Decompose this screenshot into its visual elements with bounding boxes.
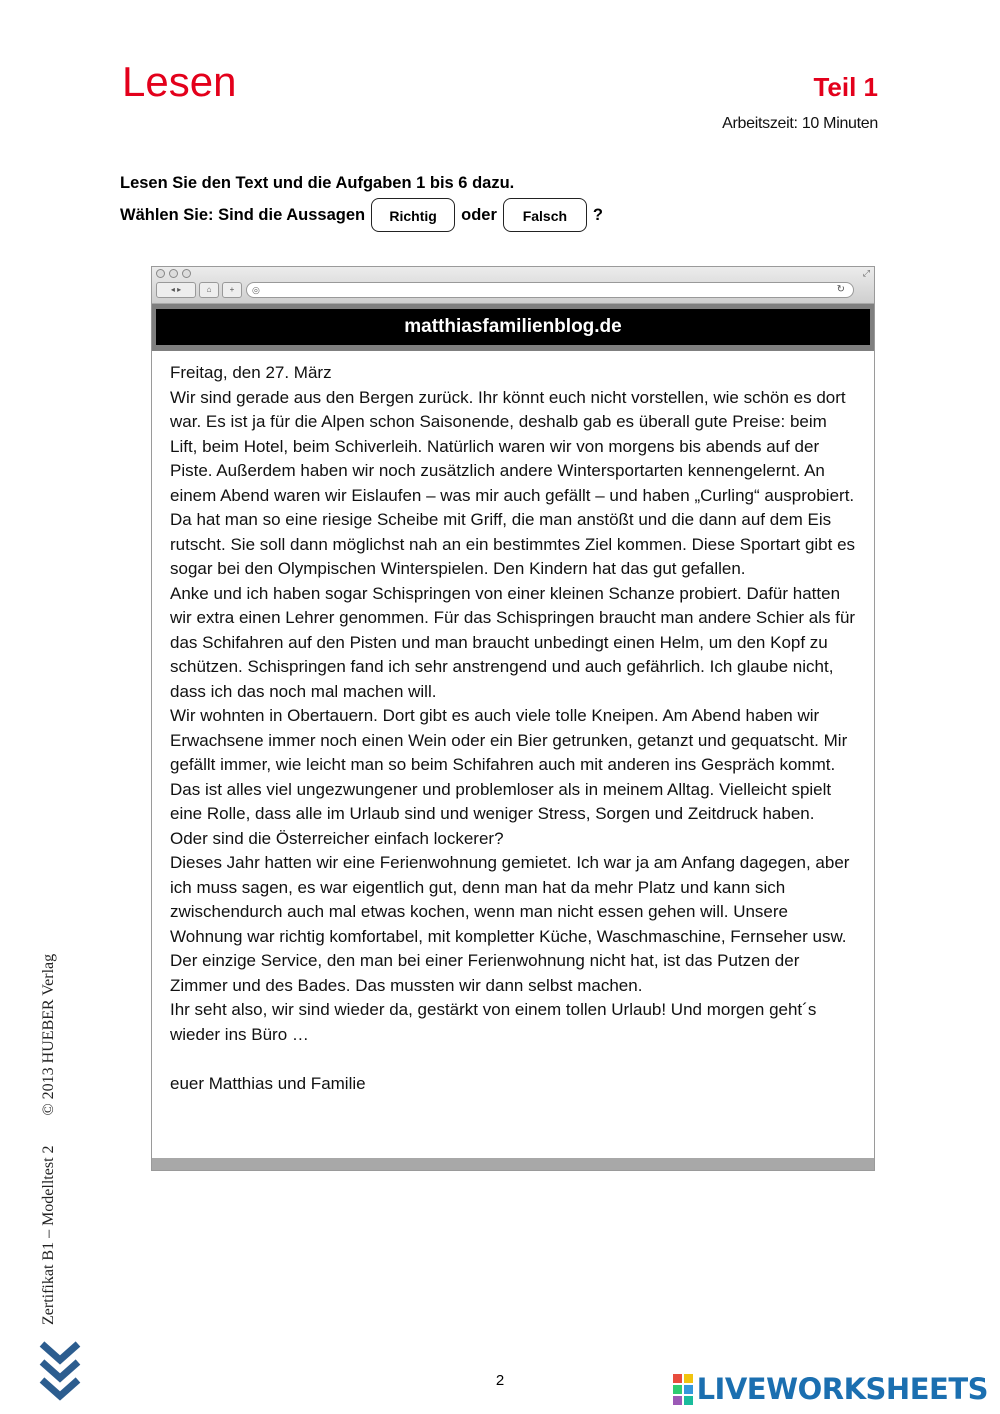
blog-paragraph: Dieses Jahr hatten wir eine Ferienwohnung gemietet. Ich war ja am Anfang dagegen, aber ich muss sagen, es war eigentlich gut, denn man hat da mehr Platz und kann sich zwischendurch auch mal etwas kochen, wenn man nicht essen gehen will. Unsere Wohnung war richtig komfortabel, mit kompletter Küche, Waschmaschine, Fernseher usw. Der einzige Service, den man bei einer Ferienwohnung nicht hat, ist das Putzen der Zimmer und des Bades. Das mussten wir dann selbst machen. (170, 853, 850, 995)
banner-frame (152, 304, 874, 351)
site-title: matthiasfamilienblog.de (156, 309, 870, 345)
window-controls (156, 269, 191, 278)
blog-post (152, 351, 874, 1096)
falsch-option: Falsch (503, 198, 587, 232)
liveworksheets-logo (673, 1372, 988, 1406)
part-label: Teil 1 (813, 72, 878, 102)
instruction-suffix: ? (592, 206, 603, 224)
watermark-text: LIVEWORKSHEETS (696, 1372, 988, 1406)
logo-square (673, 1385, 682, 1394)
nav-buttons (156, 282, 242, 298)
richtig-option: Richtig (371, 198, 455, 232)
minimize-dot-icon (169, 269, 178, 278)
instruction-line-1: Lesen Sie den Text und die Aufgaben 1 bis 6 dazu. (120, 174, 515, 192)
exam-name: Zertifikat B1 – Modelltest 2 (40, 1145, 57, 1325)
blog-date: Freitag, den 27. März (170, 363, 332, 382)
blog-paragraph: Anke und ich haben sogar Schispringen von einer kleinen Schanze probiert. Dafür hatten wir extra einen Lehrer genommen. Für das Schispringen braucht man andere Schier als für das Schifahren auf den Pisten und man braucht unbedingt einen Helm, um den Kopf zu schützen. Schispringen fand ich sehr anstrengend und auch gefährlich. Ich glaube nicht, dass ich das noch mal machen will. (170, 583, 856, 701)
logo-square (673, 1396, 682, 1405)
browser-window (151, 266, 875, 1171)
back-forward-icon: ◂ ▸ (156, 282, 196, 298)
zoom-dot-icon (182, 269, 191, 278)
close-dot-icon (156, 269, 165, 278)
page-number: 2 (495, 1372, 505, 1389)
logo-square (684, 1385, 693, 1394)
page-icon: ◎ (252, 285, 260, 295)
logo-square (684, 1396, 693, 1405)
spacer (170, 1047, 856, 1072)
instruction-line-2 (120, 198, 603, 232)
logo-square (684, 1374, 693, 1383)
blog-paragraph: Wir wohnten in Obertauern. Dort gibt es auch viele tolle Kneipen. Am Abend haben wir Erwachsene immer noch einen Wein oder ein Bier getrunken, getanzt und gequatscht. Mir gefällt immer, wie leicht man so beim Schifahren auch mit anderen ins Gespräch kommt. Das ist alles viel ungezwungener und problemloser als in meinem Alltag. Vielleicht spielt eine Rolle, dass alle im Urlaub sind und weniger Stress, Sorgen und Zeitdruck haben. Oder sind die Österreicher einfach lockerer? (170, 706, 848, 848)
home-icon: ⌂ (199, 282, 219, 298)
fullscreen-icon: ⤢ (862, 268, 870, 278)
reload-icon: ↻ (836, 284, 845, 295)
instructions (120, 168, 603, 232)
blog-paragraph: Ihr seht also, wir sind wieder da, gestärkt von einem tollen Urlaub! Und morgen geht´s wieder ins Büro … (170, 1000, 817, 1044)
logo-square (673, 1374, 682, 1383)
url-bar (246, 282, 854, 298)
working-time: Arbeitszeit: 10 Minuten (722, 115, 878, 132)
blog-paragraph: Wir sind gerade aus den Bergen zurück. Ihr könnt euch nicht vorstellen, wie schön es dort war. Es ist ja für die Alpen schon Saisonende, deshalb gab es überall gute Preise: beim Lift, beim Hotel, beim Schiverleih. Natürlich waren wir von morgens bis abends auf der Piste. Außerdem haben wir noch zusätzlich andere Wintersportarten kennengelernt. An einem Abend waren wir Eislaufen – was mir auch gefällt – und haben „Curling“ ausprobiert. Da hat man so eine riesige Scheibe mit Griff, die man anstößt und die dann auf dem Eis rutscht. Sie soll dann möglichst nah an ein bestimmtes Ziel kommen. Diese Sportart gibt es sogar bei den Olympischen Winterspielen. Den Kindern hat das gut gefallen. (170, 387, 856, 578)
sidebar-credit (40, 954, 58, 1325)
logo-grid-icon (673, 1374, 693, 1405)
browser-bottom-bar (152, 1158, 874, 1170)
blog-signature: euer Matthias und Familie (170, 1073, 366, 1093)
instruction-connector: oder (461, 206, 497, 224)
browser-toolbar (152, 267, 874, 304)
add-tab-icon: + (222, 282, 242, 298)
page-title: Lesen (122, 58, 237, 105)
copyright: © 2013 HUEBER Verlag (40, 953, 57, 1116)
instruction-prefix: Wählen Sie: Sind die Aussagen (120, 206, 366, 224)
